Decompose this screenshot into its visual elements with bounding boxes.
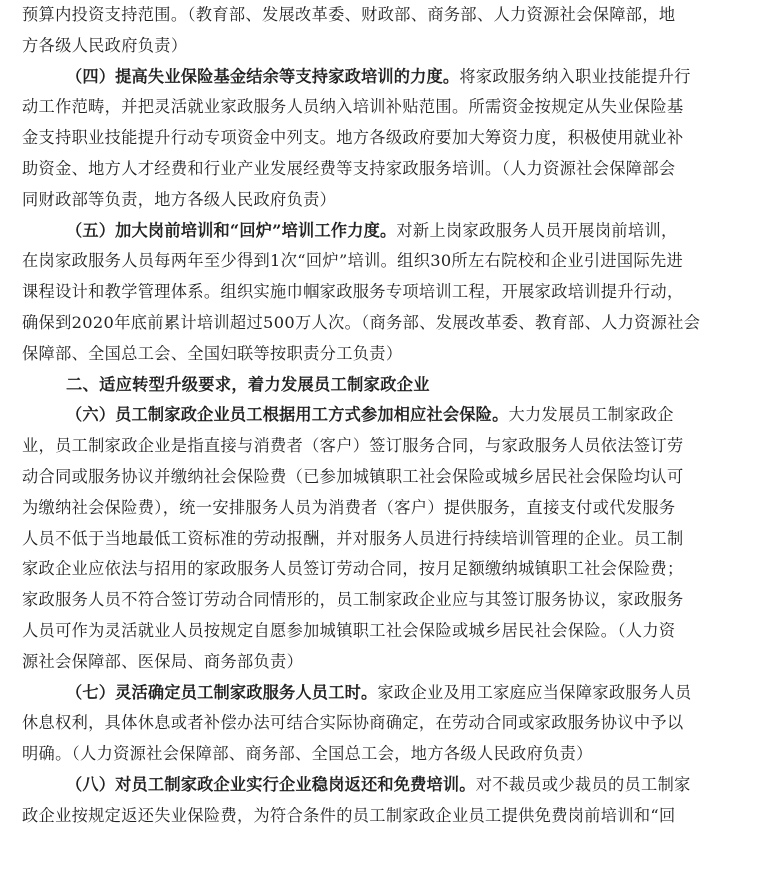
text-line: 家政服务人员不符合签订劳动合同情形的，员工制家政企业应与其签订服务协议，家政服务 xyxy=(22,590,684,610)
text-line: 同财政部等负责，地方各级人民政府负责） xyxy=(22,189,337,209)
paragraph-lead: （八）对员工制家政企业实行企业稳岗返还和免费培训。 xyxy=(66,774,476,794)
text-line: 源社会保障部、医保局、商务部负责） xyxy=(22,651,304,671)
text-line: 休息权利，具体休息或者补偿办法可结合实际协商确定，在劳动合同或家政服务协议中予以 xyxy=(22,713,684,733)
paragraph-text: 将家政服务纳入职业技能提升行 xyxy=(459,66,691,86)
text-line: 助资金、地方人才经费和行业产业发展经费等支持家政服务培训。（人力资源社会保障部会 xyxy=(22,158,676,178)
paragraph-lead: （七）灵活确定员工制家政服务人员工时。 xyxy=(66,682,378,702)
paragraph-text: 对新上岗家政服务人员开展岗前培训， xyxy=(396,220,678,240)
text-line: 为缴纳社会保险费），统一安排服务人员为消费者（客户）提供服务，直接支付或代发服务 xyxy=(22,497,676,517)
paragraph-lead: （四）提高失业保险基金结余等支持家政培训的力度。 xyxy=(66,66,460,86)
paragraph-first-line xyxy=(22,678,761,709)
text-line: 家政企业应依法与招用的家政服务人员签订劳动合同，按月足额缴纳城镇职工社会保险费； xyxy=(22,559,684,579)
paragraph-first-line xyxy=(22,62,761,93)
paragraph-lead: （五）加大岗前培训和“回炉”培训工作力度。 xyxy=(66,220,397,240)
text-line: 动合同或服务协议并缴纳社会保险费（已参加城镇职工社会保险或城乡居民社会保险均认可 xyxy=(22,466,684,486)
paragraph-first-line xyxy=(22,216,761,247)
text-line: 课程设计和教学管理体系。组织实施巾帼家政服务专项培训工程，开展家政培训提升行动， xyxy=(22,282,684,302)
text-line: 政企业按规定返还失业保险费，为符合条件的员工制家政企业员工提供免费岗前培训和“回 xyxy=(22,805,676,825)
paragraph-text: 大力发展员工制家政企 xyxy=(508,405,674,425)
text-line: 动工作范畴，并把灵活就业家政服务人员纳入培训补贴范围。所需资金按规定从失业保险基 xyxy=(22,97,684,117)
text-line: 人员不低于当地最低工资标准的劳动报酬，并对服务人员进行持续培训管理的企业。员工制 xyxy=(22,528,684,548)
text-line: 方各级人民政府负责） xyxy=(22,35,188,55)
text-line: 保障部、全国总工会、全国妇联等按职责分工负责） xyxy=(22,343,403,363)
text-line: 预算内投资支持范围。（教育部、发展改革委、财政部、商务部、人力资源社会保障部，地 xyxy=(22,5,676,24)
text-line: 明确。（人力资源社会保障部、商务部、全国总工会，地方各级人民政府负责） xyxy=(22,744,593,764)
text-line: 在岗家政服务人员每两年至少得到1次“回炉”培训。组织30所左右院校和企业引进国际先进 xyxy=(22,251,684,271)
text-line: 人员可作为灵活就业人员按规定自愿参加城镇职工社会保险或城乡居民社会保险。（人力资 xyxy=(22,620,676,640)
paragraph-lead: （六）员工制家政企业员工根据用工方式参加相应社会保险。 xyxy=(66,405,509,425)
section-heading: 二、适应转型升级要求，着力发展员工制家政企业 xyxy=(66,374,430,394)
paragraph-first-line xyxy=(22,400,761,431)
text-line: 金支持职业技能提升行动专项资金中列支。地方各级政府要加大筹资力度，积极使用就业补 xyxy=(22,128,684,148)
text-line: 确保到2020年底前累计培训超过500万人次。（商务部、发展改革委、教育部、人力资源社会 xyxy=(22,312,701,332)
paragraph-first-line xyxy=(22,770,761,801)
paragraph-text: 对不裁员或少裁员的员工制家 xyxy=(475,774,691,794)
text-line: 业，员工制家政企业是指直接与消费者（客户）签订服务合同，与家政服务人员依法签订劳 xyxy=(22,436,684,456)
paragraph-text: 家政企业及用工家庭应当保障家政服务人员 xyxy=(377,682,692,702)
